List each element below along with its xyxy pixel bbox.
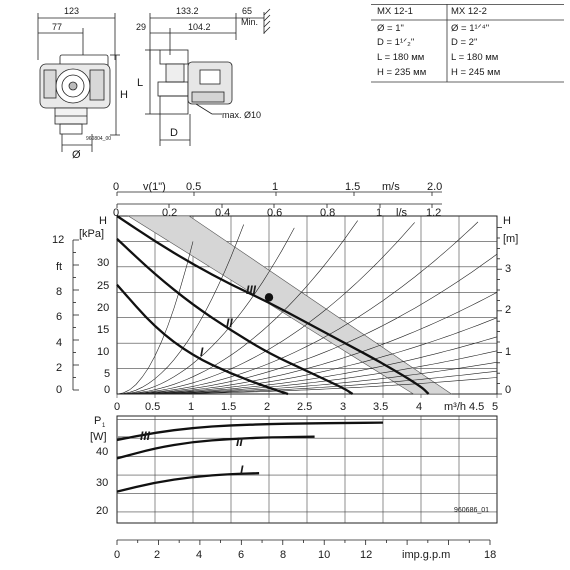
dim-133: 133.2	[176, 6, 199, 16]
model-2-header: MX 12-2	[451, 6, 487, 17]
model-1-header: MX 12-1	[377, 6, 413, 17]
kpa-tick: 10	[97, 346, 110, 358]
dim-123: 123	[64, 6, 80, 16]
dim-29: 29	[136, 22, 147, 32]
vel-tick: 0.5	[186, 181, 202, 193]
flow-tick: 1	[376, 207, 383, 219]
q-tick: 0.5	[145, 401, 161, 413]
imp-tick: 10	[318, 549, 331, 561]
p-tick: 40	[96, 446, 109, 458]
imp-tick: 18	[484, 549, 497, 561]
kpa-tick: 0	[104, 384, 111, 396]
flow-tick: 0.4	[215, 207, 231, 219]
power-label-ii: II	[236, 435, 243, 449]
ft-tick: 2	[56, 362, 63, 374]
spec-table	[371, 4, 564, 82]
power-label-iii: III	[140, 429, 151, 443]
system-curve	[117, 222, 415, 394]
dim-104: 104.2	[188, 22, 211, 32]
spec-cell: Ø = 1¹ᐟ⁴"	[451, 23, 490, 34]
imp-tick: 4	[196, 549, 203, 561]
m-tick: 1	[505, 346, 512, 358]
vel-tick: 1.5	[345, 181, 361, 193]
imp-tick: 12	[360, 549, 373, 561]
ft-tick: 12	[52, 234, 65, 246]
imp-label: imp.g.p.m	[402, 549, 451, 561]
q-tick: 1.5	[221, 401, 237, 413]
imp-tick: 2	[154, 549, 161, 561]
spec-cell: L = 180 мм	[377, 52, 425, 63]
curve-label-ii: II	[226, 316, 233, 330]
kpa-tick: 5	[104, 368, 111, 380]
q-tick: 2	[264, 401, 271, 413]
label-h: H	[120, 89, 128, 101]
dim-min: Min.	[241, 17, 259, 27]
vel-tick: 0	[113, 181, 120, 193]
vel-tick: 1	[272, 181, 279, 193]
m-tick: 2	[505, 304, 512, 316]
selection-band	[128, 216, 451, 394]
operating-point	[265, 293, 273, 301]
p-tick: 20	[96, 505, 109, 517]
kpa-tick: 30	[97, 257, 110, 269]
label-dia: Ø	[72, 149, 81, 161]
flow-tick: 0	[113, 207, 120, 219]
power-curve-i	[117, 473, 259, 491]
vel-unit: m/s	[382, 181, 400, 193]
kpa-tick: 15	[97, 324, 110, 336]
w-label: [W]	[90, 431, 107, 443]
spec-cell: D = 1¹ᐟ₂"	[377, 37, 415, 48]
dim-77: 77	[52, 22, 63, 32]
flow-label: l/s	[396, 207, 407, 219]
ft-tick: 4	[56, 337, 63, 349]
p1-sub: 1	[102, 423, 106, 429]
imp-tick: 0	[114, 549, 121, 561]
curve-label-i: I	[200, 345, 204, 359]
spec-cell: H = 245 мм	[451, 67, 501, 78]
p-tick: 30	[96, 477, 109, 489]
spec-cell: Ø = 1"	[377, 23, 404, 34]
q-unit: m³/h	[444, 401, 466, 413]
q-tick: 0	[114, 401, 121, 413]
flow-tick: 0.6	[267, 207, 283, 219]
power-label-i: I	[240, 463, 244, 477]
label-d: D	[170, 127, 178, 139]
vel-tick: 2.0	[427, 181, 443, 193]
m-tick: 3	[505, 263, 512, 275]
flow-tick: 0.2	[162, 207, 178, 219]
label-l: L	[137, 77, 144, 89]
q-tick: 3.5	[373, 401, 389, 413]
h-label-left: H	[99, 215, 107, 227]
spec-cell: D = 2"	[451, 37, 478, 48]
power-chart	[90, 415, 497, 561]
pump-front-view	[38, 13, 120, 152]
m-label: [m]	[503, 233, 519, 245]
q-tick: 5	[492, 401, 499, 413]
q-tick: 4	[416, 401, 423, 413]
imp-tick: 6	[238, 549, 245, 561]
label-maxdia: max. Ø10	[222, 110, 262, 120]
q-tick: 2.5	[297, 401, 313, 413]
m-tick: 0	[505, 384, 512, 396]
ft-tick: 6	[56, 311, 63, 323]
spec-cell: L = 180 мм	[451, 52, 499, 63]
vel-label: v(1")	[143, 181, 166, 193]
q-tick: 4.5	[469, 401, 485, 413]
drawing-code-top: 960804_00	[86, 136, 112, 142]
spec-cell: H = 235 мм	[377, 67, 427, 78]
dim-65: 65	[242, 6, 253, 16]
kpa-unit: [kPa]	[79, 228, 105, 240]
imp-tick: 8	[280, 549, 287, 561]
curve-label-iii: III	[246, 283, 257, 297]
p1-label: P	[94, 415, 102, 427]
q-tick: 3	[340, 401, 347, 413]
pump-curve-i	[117, 285, 288, 394]
main-chart	[52, 181, 518, 413]
flow-tick: 1.2	[426, 207, 442, 219]
kpa-tick: 20	[97, 302, 110, 314]
ft-tick: 0	[56, 384, 63, 396]
kpa-tick: 25	[97, 280, 110, 292]
ft-tick: 8	[56, 286, 63, 298]
q-tick: 1	[188, 401, 195, 413]
flow-tick: 0.8	[320, 207, 336, 219]
ft-label: ft	[56, 261, 63, 273]
h-label-right: H	[503, 215, 511, 227]
drawing-code-bottom: 960686_01	[454, 507, 490, 514]
